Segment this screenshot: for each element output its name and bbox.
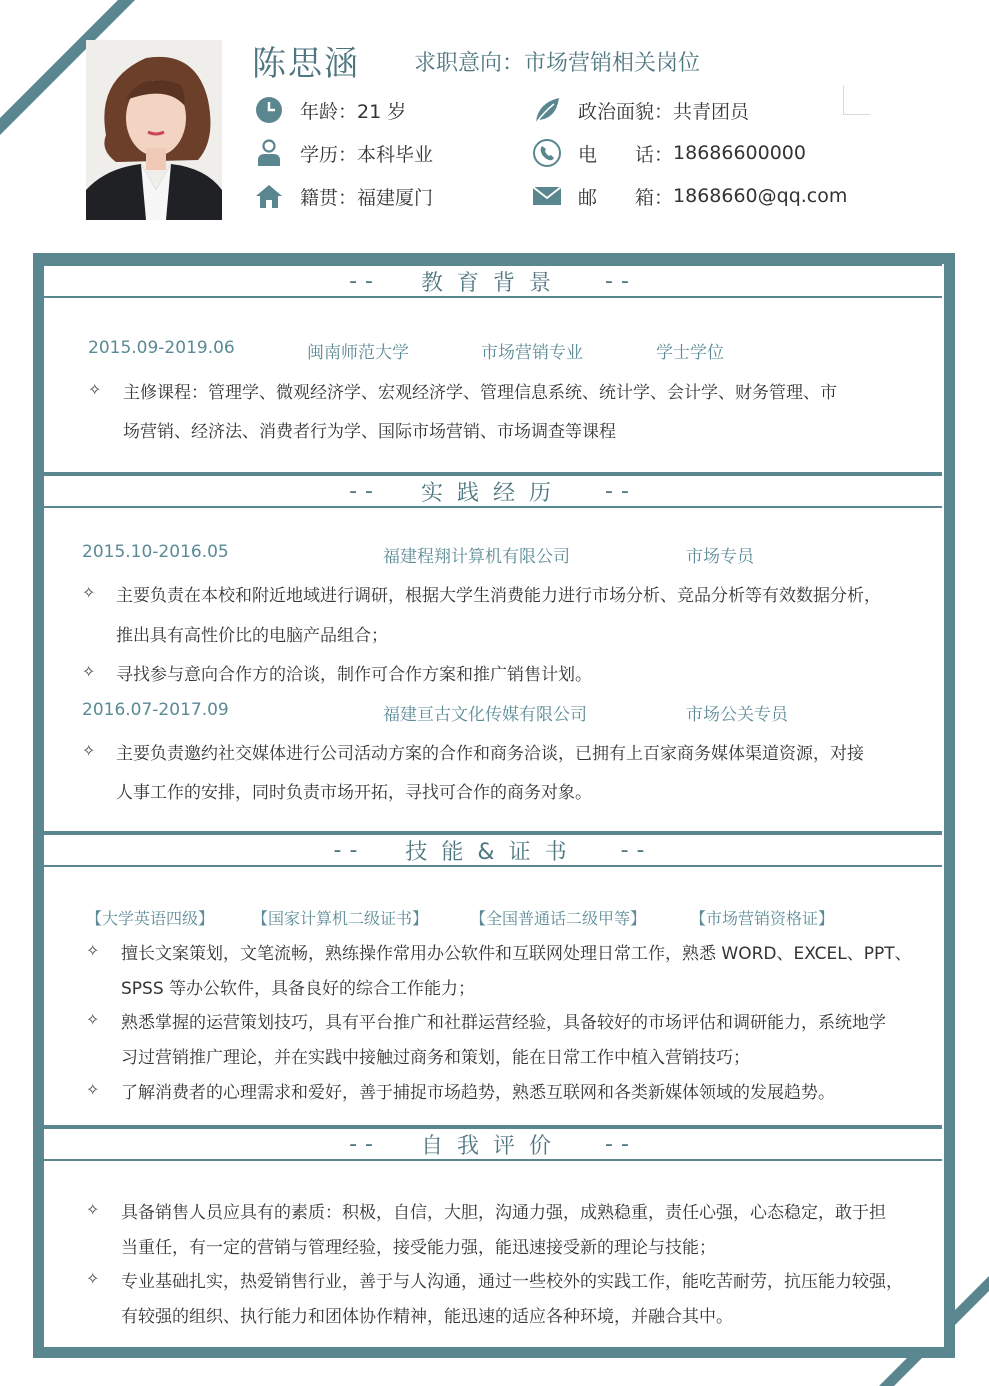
practice-1-period: 2015.10-2016.05 xyxy=(82,542,229,562)
bullet-icon: ✧ xyxy=(86,1080,100,1099)
avatar-photo xyxy=(86,40,222,220)
self-eval-2-line-1: 专业基础扎实，热爱销售行业，善于与人沟通，通过一些校外的实践工作，能吃苦耐劳，抗压能力较强， xyxy=(121,1272,903,1292)
education-courses-line-2: 场营销、经济法、消费者行为学、国际市场营销、市场调查等课程 xyxy=(123,422,616,442)
header-dash-right: -- xyxy=(620,837,653,863)
info-origin xyxy=(254,181,433,211)
email-value: 1868660@qq.com xyxy=(673,185,848,207)
certificate-badge: 【大学英语四级】 xyxy=(86,909,215,928)
bullet-icon: ✧ xyxy=(82,741,96,760)
self-eval-1-line-1: 具备销售人员应具有的素质：积极，自信，大胆，沟通力强，成熟稳重，责任心强，心态稳定，敢于担 xyxy=(121,1203,886,1223)
job-intention: 求职意向：市场营销相关岗位 xyxy=(414,51,701,76)
bullet-icon: ✧ xyxy=(88,380,102,399)
practice-1-bullet-1-line-1: 主要负责在本校和附近地域进行调研，根据大学生消费能力进行市场分析、竞品分析等有效数据分析， xyxy=(116,586,881,606)
candidate-name: 陈思涵 xyxy=(252,44,360,84)
practice-2-bullet-1-line-1: 主要负责邀约社交媒体进行公司活动方案的合作和商务洽谈，已拥有上百家商务媒体渠道资源，对接 xyxy=(116,744,864,764)
education-value: 本科毕业 xyxy=(357,143,434,166)
skill-2-line-2: 习过营销推广理论，并在实践中接触过商务和策划，能在日常工作中植入营销技巧； xyxy=(121,1048,750,1068)
practice-1-company: 福建程翔计算机有限公司 xyxy=(383,547,570,567)
email-label: 邮 箱： xyxy=(578,186,674,209)
age-label: 年龄： xyxy=(300,100,358,123)
section-header-skills xyxy=(44,833,942,867)
phone-value: 18686600000 xyxy=(673,142,806,164)
section-title-education: 教育背景 xyxy=(420,270,565,296)
origin-value: 福建厦门 xyxy=(357,186,434,209)
skill-1-line-1: 擅长文案策划，文笔流畅，熟练操作常用办公软件和互联网处理日常工作，熟悉 WORD、EXCEL、PPT、 xyxy=(121,944,912,964)
skill-2-line-1: 熟悉掌握的运营策划技巧，具有平台推广和社群运营经验，具备较好的市场评估和调研能力，系统地学 xyxy=(121,1013,886,1033)
phone-icon xyxy=(532,138,562,168)
bullet-icon: ✧ xyxy=(86,1200,100,1219)
education-degree: 学士学位 xyxy=(656,343,724,363)
skill-3-line-1: 了解消费者的心理需求和爱好，善于捕捉市场趋势，熟悉互联网和各类新媒体领域的发展趋势。 xyxy=(121,1083,835,1103)
section-header-practice xyxy=(44,474,942,508)
politics-label: 政治面貌： xyxy=(578,100,674,123)
practice-1-bullet-2: 寻找参与意向合作方的洽谈，制作可合作方案和推广销售计划。 xyxy=(116,665,592,685)
info-age xyxy=(254,95,406,125)
header-dash-left: -- xyxy=(349,268,381,294)
education-period: 2015.09-2019.06 xyxy=(88,338,235,358)
education-major: 市场营销专业 xyxy=(481,343,583,363)
practice-2-company: 福建亘古文化传媒有限公司 xyxy=(383,705,587,725)
politics-value: 共青团员 xyxy=(673,100,750,123)
bullet-icon: ✧ xyxy=(82,583,96,602)
decorative-corner-line xyxy=(843,86,870,115)
clock-icon xyxy=(254,95,284,125)
section-header-self-evaluation xyxy=(44,1127,942,1161)
section-header-education xyxy=(44,264,942,298)
info-email xyxy=(532,181,847,211)
education-courses-line-1: 主修课程：管理学、微观经济学、宏观经济学、管理信息系统、统计学、会计学、财务管理、市 xyxy=(123,383,837,403)
person-icon xyxy=(254,138,284,168)
self-eval-1-line-2: 当重任，有一定的营销与管理经验，接受能力强，能迅速接受新的理论与技能； xyxy=(121,1238,716,1258)
info-education xyxy=(254,138,433,168)
practice-2-period: 2016.07-2017.09 xyxy=(82,700,229,720)
certificate-badge: 【全国普通话二级甲等】 xyxy=(470,909,647,928)
practice-2-role: 市场公关专员 xyxy=(686,705,788,725)
header-dash-right: -- xyxy=(605,478,637,504)
skill-1-line-2: SPSS 等办公软件，具备良好的综合工作能力； xyxy=(121,979,476,999)
info-politics xyxy=(532,95,749,125)
self-eval-2-line-2: 有较强的组织、执行能力和团体协作精神，能迅速的适应各种环境，并融合其中。 xyxy=(121,1307,733,1327)
header-dash-left: -- xyxy=(333,837,366,863)
envelope-icon xyxy=(532,181,562,211)
header-dash-right: -- xyxy=(605,268,637,294)
info-phone xyxy=(532,138,806,168)
home-icon xyxy=(254,181,284,211)
header-dash-left: -- xyxy=(349,1131,381,1157)
section-title-practice: 实践经历 xyxy=(420,480,565,506)
bullet-icon: ✧ xyxy=(82,662,96,681)
section-title-skills: 技能&证书 xyxy=(405,839,581,865)
bullet-icon: ✧ xyxy=(86,1010,100,1029)
bullet-icon: ✧ xyxy=(86,1269,100,1288)
bullet-icon: ✧ xyxy=(86,941,100,960)
practice-1-role: 市场专员 xyxy=(686,547,754,567)
certificate-badge: 【市场营销资格证】 xyxy=(690,909,835,928)
age-value: 21 岁 xyxy=(357,100,407,123)
practice-1-bullet-1-line-2: 推出具有高性价比的电脑产品组合； xyxy=(116,626,388,646)
certificate-badge: 【国家计算机二级证书】 xyxy=(252,909,429,928)
header-dash-right: -- xyxy=(605,1131,637,1157)
phone-label: 电 话： xyxy=(578,143,674,166)
section-title-self-evaluation: 自我评价 xyxy=(420,1133,565,1159)
education-label: 学历： xyxy=(300,143,358,166)
header-dash-left: -- xyxy=(349,478,381,504)
practice-2-bullet-1-line-2: 人事工作的安排，同时负责市场开拓，寻找可合作的商务对象。 xyxy=(116,783,592,803)
origin-label: 籍贯： xyxy=(300,186,358,209)
education-school: 闽南师范大学 xyxy=(307,343,409,363)
leaf-icon xyxy=(532,95,562,125)
